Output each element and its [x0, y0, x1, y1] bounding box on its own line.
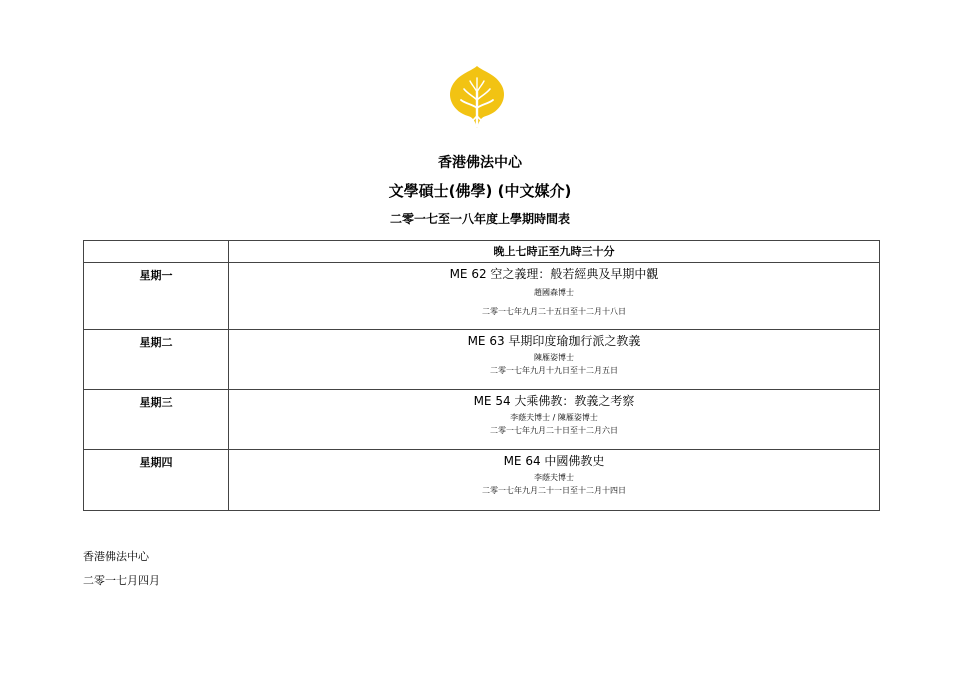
lecturer: 李蔭夫博士 / 陳雁姿博士 — [510, 413, 598, 422]
course-cell — [229, 330, 880, 390]
course-name: ME 64 中國佛教史 — [503, 454, 605, 468]
day-cell: 星期二 — [84, 330, 229, 390]
org-title: 香港佛法中心 — [438, 155, 522, 171]
day-cell: 星期三 — [84, 390, 229, 450]
course-dates: 二零一七年九月十九日至十二月五日 — [490, 366, 618, 375]
term-title: 二零一七至一八年度上學期時間表 — [389, 212, 570, 226]
course-cell — [229, 263, 880, 330]
program-title: 文學碩士(佛學) (中文媒介) — [388, 182, 572, 200]
course-name: ME 63 早期印度瑜珈行派之教義 — [467, 334, 641, 348]
course-name: ME 62 空之義理：般若經典及早期中觀 — [449, 267, 659, 281]
timetable — [83, 240, 880, 511]
table-header-row — [84, 241, 880, 263]
course-dates: 二零一七年九月二十日至十二月六日 — [490, 426, 618, 435]
day-cell: 星期四 — [84, 450, 229, 511]
day-cell: 星期一 — [84, 263, 229, 330]
course-dates: 二零一七年九月二十一日至十二月十四日 — [482, 486, 626, 495]
lecturer: 趙國森博士 — [534, 288, 574, 297]
course-cell — [229, 450, 880, 511]
lecturer: 陳雁姿博士 — [534, 353, 574, 362]
footer-date: 二零一七月四月 — [83, 574, 160, 587]
lecturer: 李蔭夫博士 — [534, 473, 574, 482]
table-row — [84, 330, 880, 390]
bodhi-leaf-logo-icon — [444, 64, 510, 130]
course-cell — [229, 390, 880, 450]
table-row — [84, 263, 880, 330]
time-slot-header: 晚上七時正至九時三十分 — [229, 241, 880, 263]
course-name: ME 54 大乘佛教：教義之考察 — [473, 394, 635, 408]
table-row — [84, 450, 880, 511]
footer-org: 香港佛法中心 — [83, 550, 149, 563]
table-row — [84, 390, 880, 450]
corner-cell — [84, 241, 229, 263]
course-dates: 二零一七年九月二十五日至十二月十八日 — [482, 307, 626, 316]
